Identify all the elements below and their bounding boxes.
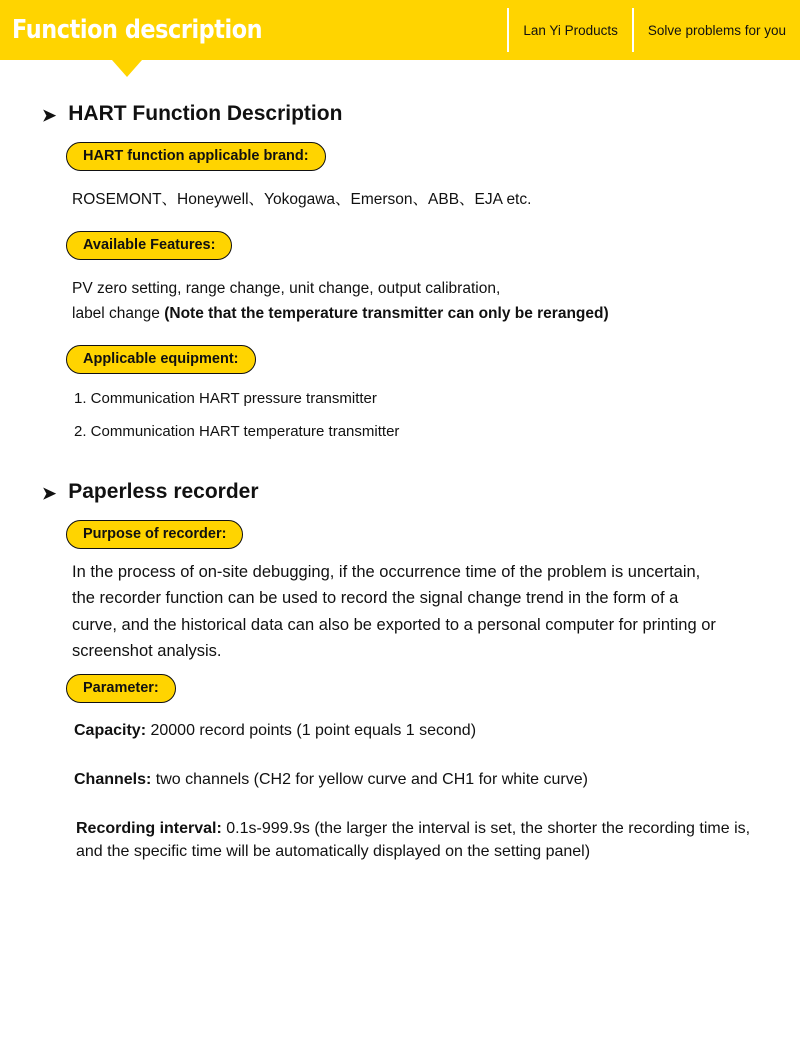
parameter-capacity-value: 20000 record points (1 point equals 1 second) <box>150 721 477 739</box>
header-links <box>507 0 800 60</box>
hart-features-note: (Note that the temperature transmitter can only be reranged) <box>164 304 609 322</box>
pill-available-features: Available Features: <box>66 231 232 260</box>
parameter-capacity <box>74 719 770 742</box>
pill-purpose-of-recorder: Purpose of recorder: <box>66 520 243 549</box>
equipment-item-1: 1. Communication HART pressure transmitter <box>74 390 377 408</box>
header-link-products[interactable]: Lan Yi Products <box>523 22 618 38</box>
hart-features-line2 <box>72 303 770 325</box>
hart-features-line1: PV zero setting, range change, unit change, output calibration, <box>72 280 501 298</box>
parameter-recording-interval-label: Recording interval: <box>76 820 222 838</box>
header-notch-triangle <box>112 60 142 77</box>
parameter-channels-label: Channels: <box>74 770 152 788</box>
recorder-purpose-text: In the process of on-site debugging, if the occurrence time of the problem is uncertain, the recorder function can be used to record the signal change trend in the form of a curve, and the historical data can also be exported to a personal computer for printing or screenshot analysis. <box>72 563 716 660</box>
arrow-right-icon: ➤ <box>42 105 57 125</box>
pill-parameter: Parameter: <box>66 674 176 703</box>
arrow-right-icon: ➤ <box>42 483 57 503</box>
hart-brand-list: ROSEMONT、Honeywell、Yokogawa、Emerson、ABB、EJA etc. <box>72 191 532 208</box>
parameter-channels <box>74 768 770 791</box>
document-body <box>0 60 800 863</box>
parameter-recording-interval-value: 0.1s-999.9s (the larger the interval is set, the shorter the recording time is, and the specific time will be automatically displayed on the setting panel) <box>76 820 751 861</box>
page-title: Function description <box>12 15 263 45</box>
pill-applicable-equipment: Applicable equipment: <box>66 345 256 374</box>
pill-hart-brand: HART function applicable brand: <box>66 142 326 171</box>
parameter-recording-interval <box>76 817 770 863</box>
header-link-solve-problems[interactable]: Solve problems for you <box>647 22 786 38</box>
section-heading-paperless-recorder <box>42 480 770 504</box>
hart-features-line2-normal: label change <box>72 304 165 322</box>
page-header <box>0 0 800 60</box>
equipment-item-2: 2. Communication HART temperature transmitter <box>74 423 400 441</box>
parameter-channels-value: two channels (CH2 for yellow curve and CH1 for white curve) <box>155 770 588 788</box>
section-heading-hart <box>42 102 770 126</box>
section-title-paperless-recorder: Paperless recorder <box>68 480 259 504</box>
parameter-capacity-label: Capacity: <box>74 721 147 739</box>
section-title-hart: HART Function Description <box>68 102 343 125</box>
